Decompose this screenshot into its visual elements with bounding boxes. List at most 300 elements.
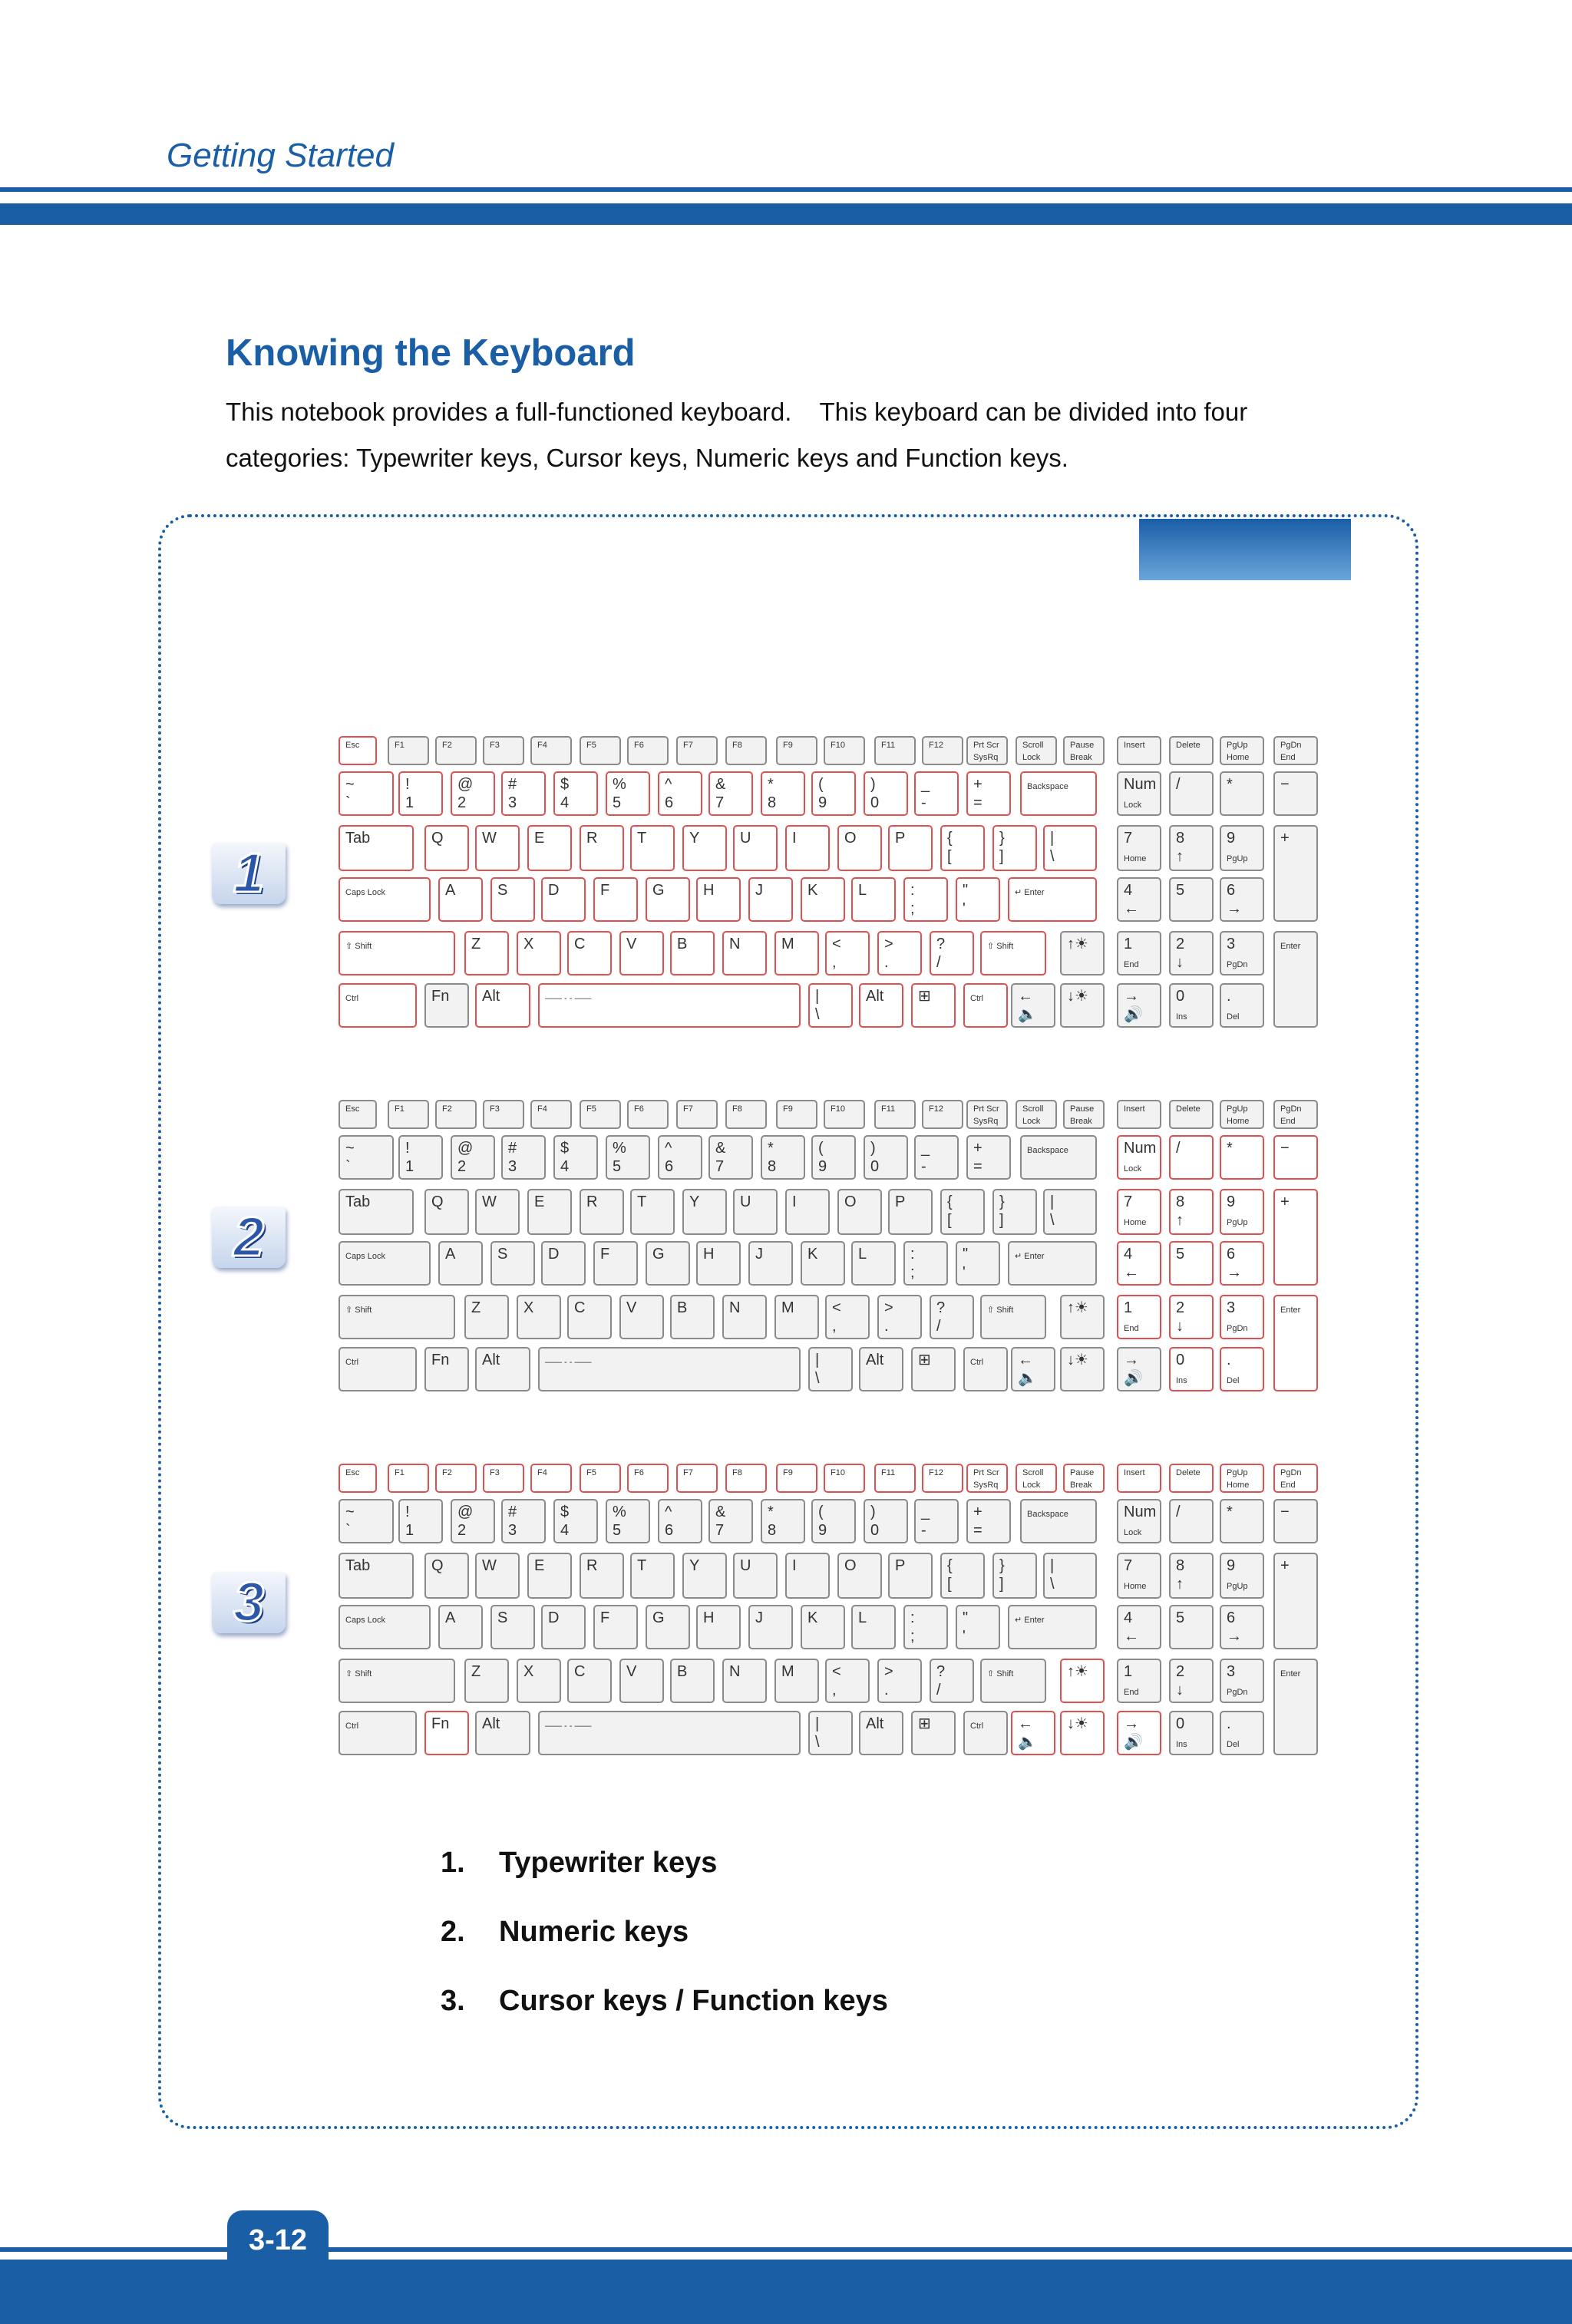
key-101 <box>1220 984 1263 1027</box>
key-sublabel: ← <box>1124 1628 1139 1645</box>
key-63 <box>749 1242 792 1285</box>
key-3 <box>484 1464 523 1492</box>
key-29 <box>812 772 855 815</box>
key-sublabel: 1 <box>405 1158 414 1175</box>
key-label: & <box>715 776 726 793</box>
key-label: W <box>482 1557 497 1574</box>
key-label: + <box>1280 830 1290 847</box>
key-label: . <box>1227 1715 1231 1732</box>
badge-3 <box>212 1572 286 1633</box>
key-label: F1 <box>395 741 405 750</box>
key-label: ⊞ <box>918 1352 931 1368</box>
key-sublabel: PgDn <box>1227 1688 1248 1697</box>
key-8 <box>726 1464 766 1492</box>
key-17 <box>1170 1464 1213 1492</box>
key-51 <box>1044 1553 1096 1598</box>
key-28 <box>761 1136 804 1179</box>
key-label: ) <box>870 1504 876 1520</box>
key-label: @ <box>457 1504 474 1520</box>
key-16 <box>1118 1464 1161 1492</box>
key-label: _ <box>921 776 930 793</box>
key-25 <box>606 1136 649 1179</box>
key-84 <box>1061 1296 1104 1339</box>
key-97 <box>1012 1348 1055 1391</box>
key-12 <box>923 1101 963 1128</box>
key-23 <box>502 1136 545 1179</box>
key-label: { <box>947 1193 953 1210</box>
key-label: / <box>1176 1140 1181 1157</box>
key-sublabel: \ <box>815 1370 820 1387</box>
key-label: T <box>637 1557 647 1574</box>
key-label: G <box>652 882 665 899</box>
key-35 <box>1170 1500 1213 1543</box>
key-label: ? <box>936 1663 946 1680</box>
key-87 <box>1220 1296 1263 1339</box>
key-label: ⇧ Shift <box>345 1669 372 1679</box>
key-49 <box>941 826 984 870</box>
key-13 <box>967 737 1007 764</box>
key-label: ↑☀ <box>1067 1663 1088 1680</box>
key-88 <box>1274 1659 1317 1755</box>
key-label: $ <box>560 1504 570 1520</box>
key-81 <box>878 932 921 975</box>
key-label: 2 <box>1176 1663 1185 1680</box>
key-87 <box>1220 932 1263 975</box>
key-83 <box>981 1296 1045 1339</box>
key-53 <box>1170 826 1213 870</box>
key-55 <box>1274 1553 1317 1649</box>
key-31 <box>915 1500 958 1543</box>
key-0 <box>339 737 376 764</box>
page-number: 3-12 <box>248 2224 308 2256</box>
key-29 <box>812 1136 855 1179</box>
key-label: R <box>586 1193 598 1210</box>
key-32 <box>967 1136 1010 1179</box>
key-cap <box>964 984 1007 1027</box>
key-cap <box>339 984 416 1027</box>
key-label: G <box>652 1246 665 1263</box>
key-78 <box>723 932 766 975</box>
key-52 <box>1118 826 1161 870</box>
key-label: * <box>1227 1504 1233 1520</box>
key-47 <box>838 1190 881 1234</box>
key-label: W <box>482 1193 497 1210</box>
key-label: J <box>755 1246 763 1263</box>
key-56 <box>339 1606 430 1649</box>
key-sublabel: 0 <box>870 794 880 811</box>
key-label: F11 <box>881 741 896 750</box>
key-sublabel: PgUp <box>1227 854 1248 863</box>
key-label: + <box>1280 1193 1290 1210</box>
key-sublabel: , <box>832 954 837 971</box>
key-24 <box>554 1136 597 1179</box>
key-32 <box>967 772 1010 815</box>
key-62 <box>697 1606 740 1649</box>
key-15 <box>1064 737 1104 764</box>
key-sublabel: → <box>1227 1264 1242 1281</box>
key-label: F12 <box>929 741 943 750</box>
key-sublabel: PgUp <box>1227 1582 1248 1591</box>
key-34 <box>1118 772 1161 815</box>
key-59 <box>542 1606 585 1649</box>
key-label: Num <box>1124 776 1157 793</box>
key-label: H <box>703 882 715 899</box>
key-sublabel: ' <box>963 1264 966 1281</box>
key-label: F6 <box>634 741 644 750</box>
key-52 <box>1118 1190 1161 1234</box>
key-cap <box>1009 1242 1096 1285</box>
key-100 <box>1170 1712 1213 1755</box>
key-label: F11 <box>881 1104 896 1114</box>
key-label: F5 <box>586 1468 596 1477</box>
key-sublabel: Lock <box>1124 1528 1142 1537</box>
key-sublabel: \ <box>1050 1212 1055 1229</box>
key-33 <box>1021 1136 1096 1179</box>
key-label: 7 <box>1124 830 1133 847</box>
key-label: A <box>445 882 456 899</box>
key-55 <box>1274 1190 1317 1285</box>
key-sublabel: ` <box>345 1158 351 1175</box>
key-sublabel: 3 <box>508 794 517 811</box>
key-93 <box>809 1712 852 1755</box>
key-88 <box>1274 1296 1317 1391</box>
key-sublabel: [ <box>947 1576 952 1593</box>
key-label: I <box>792 830 797 847</box>
key-label: Fn <box>431 1352 450 1368</box>
badge-1 <box>212 843 286 904</box>
key-label: & <box>715 1504 726 1520</box>
key-66 <box>904 1242 947 1285</box>
key-13 <box>967 1464 1007 1492</box>
key-label: ( <box>818 776 824 793</box>
key-91 <box>476 1712 530 1755</box>
key-label: PgDn <box>1280 1468 1302 1477</box>
key-20 <box>339 772 393 815</box>
key-56 <box>339 878 430 921</box>
key-sublabel: - <box>921 794 926 811</box>
key-38 <box>339 1553 413 1598</box>
key-label: Ctrl <box>345 994 359 1003</box>
key-89 <box>339 1348 416 1391</box>
key-sublabel: Del <box>1227 1740 1240 1749</box>
key-label: PgDn <box>1280 1104 1302 1114</box>
key-sublabel: 🔈 <box>1018 1006 1037 1023</box>
key-33 <box>1021 772 1096 815</box>
key-sublabel: Break <box>1070 753 1092 762</box>
key-71 <box>1220 1606 1263 1649</box>
key-label: F8 <box>732 1104 742 1114</box>
key-sublabel: 2 <box>457 794 467 811</box>
key-65 <box>852 1606 895 1649</box>
key-83 <box>981 1659 1045 1702</box>
key-sublabel: 7 <box>715 1522 725 1539</box>
key-76 <box>620 1659 663 1702</box>
key-label: ↑☀ <box>1067 1299 1088 1316</box>
key-70 <box>1170 1606 1213 1649</box>
key-11 <box>875 1464 915 1492</box>
key-93 <box>809 984 852 1027</box>
key-sublabel: ← <box>1124 900 1139 917</box>
key-label: Insert <box>1124 741 1145 750</box>
key-42 <box>580 826 623 870</box>
key-25 <box>606 1500 649 1543</box>
key-label: PgDn <box>1280 741 1302 750</box>
key-sublabel: Lock <box>1022 753 1041 762</box>
key-52 <box>1118 1553 1161 1598</box>
key-label: Prt Scr <box>973 741 999 750</box>
key-label: Z <box>471 1299 481 1316</box>
key-15 <box>1064 1464 1104 1492</box>
key-label: Fn <box>431 1715 450 1732</box>
key-label: ⊞ <box>918 1715 931 1732</box>
key-73 <box>465 1659 508 1702</box>
key-67 <box>956 1242 999 1285</box>
key-label: | <box>815 988 820 1005</box>
key-label: T <box>637 1193 647 1210</box>
key-label: 2 <box>1176 936 1185 952</box>
key-label: P <box>895 1193 906 1210</box>
key-sublabel: Lock <box>1124 1164 1142 1174</box>
key-label: @ <box>457 776 474 793</box>
key-label: Scroll <box>1022 1104 1044 1114</box>
key-label: A <box>445 1609 456 1626</box>
key-39 <box>425 1553 468 1598</box>
key-sublabel: Home <box>1227 1117 1250 1126</box>
key-label: Fn <box>431 988 450 1005</box>
key-32 <box>967 1500 1010 1543</box>
key-64 <box>801 878 844 921</box>
key-label: $ <box>560 1140 570 1157</box>
key-51 <box>1044 1190 1096 1234</box>
key-48 <box>889 1553 932 1598</box>
key-sublabel: ← <box>1124 1264 1139 1281</box>
key-48 <box>889 826 932 870</box>
key-77 <box>671 1659 714 1702</box>
key-60 <box>594 1606 637 1649</box>
key-sublabel: / <box>936 954 941 971</box>
key-22 <box>451 1500 494 1543</box>
key-label: V <box>626 1663 637 1680</box>
key-label: > <box>884 1663 893 1680</box>
key-sublabel: 8 <box>768 794 777 811</box>
key-label: N <box>729 1663 741 1680</box>
key-label: − <box>1280 1504 1290 1520</box>
key-44 <box>683 1553 726 1598</box>
key-28 <box>761 772 804 815</box>
key-label: Q <box>431 830 444 847</box>
key-sublabel: ' <box>963 1628 966 1645</box>
key-label: ⇧ Shift <box>345 1306 372 1315</box>
key-37 <box>1274 1500 1317 1543</box>
key-sublabel: 3 <box>508 1522 517 1539</box>
key-67 <box>956 1606 999 1649</box>
key-label: Backspace <box>1027 1510 1068 1519</box>
key-21 <box>399 772 442 815</box>
key-99 <box>1118 1348 1161 1391</box>
key-6 <box>628 1101 668 1128</box>
key-29 <box>812 1500 855 1543</box>
key-49 <box>941 1190 984 1234</box>
key-label: J <box>755 1609 763 1626</box>
key-label: Pause <box>1070 1468 1095 1477</box>
key-sublabel: = <box>973 1158 982 1175</box>
key-label: —— - - —— <box>545 1722 592 1731</box>
key-sublabel: 3 <box>508 1158 517 1175</box>
key-label: Enter <box>1280 1669 1301 1679</box>
key-label: ) <box>870 776 876 793</box>
key-39 <box>425 1190 468 1234</box>
keyboard-diagram-typewriter <box>338 732 1320 1039</box>
key-87 <box>1220 1659 1263 1702</box>
key-12 <box>923 1464 963 1492</box>
key-label: Enter <box>1280 942 1301 951</box>
key-35 <box>1170 772 1213 815</box>
key-label: F7 <box>683 1468 693 1477</box>
key-label: 5 <box>1176 1246 1185 1263</box>
key-sublabel: = <box>973 794 982 811</box>
key-85 <box>1118 1296 1161 1339</box>
key-96 <box>964 1712 1007 1755</box>
key-38 <box>339 826 413 870</box>
key-78 <box>723 1296 766 1339</box>
key-71 <box>1220 878 1263 921</box>
key-74 <box>517 932 560 975</box>
key-label: L <box>858 1246 867 1263</box>
key-label: P <box>895 830 906 847</box>
key-7 <box>677 1464 717 1492</box>
key-sublabel: End <box>1280 753 1296 762</box>
key-27 <box>709 1500 752 1543</box>
key-43 <box>631 1553 674 1598</box>
key-label: 3 <box>1227 936 1236 952</box>
key-36 <box>1220 1500 1263 1543</box>
key-26 <box>659 1136 702 1179</box>
key-sublabel: . <box>884 954 889 971</box>
key-sublabel: Home <box>1124 1582 1147 1591</box>
key-label: P <box>895 1557 906 1574</box>
key-30 <box>864 1500 907 1543</box>
key-label: 6 <box>1227 1609 1236 1626</box>
key-label: Alt <box>482 1715 500 1732</box>
key-label: " <box>963 1609 969 1626</box>
key-label: Enter <box>1280 1306 1301 1315</box>
key-label: | <box>815 1715 820 1732</box>
key-label: I <box>792 1193 797 1210</box>
key-cap <box>964 1348 1007 1391</box>
key-88 <box>1274 932 1317 1027</box>
key-label: Alt <box>866 1715 884 1732</box>
key-cap <box>339 1659 454 1702</box>
key-sublabel: / <box>936 1318 941 1335</box>
key-33 <box>1021 1500 1096 1543</box>
key-label: F1 <box>395 1104 405 1114</box>
key-20 <box>339 1136 393 1179</box>
key-sublabel: ↑ <box>1176 848 1184 865</box>
key-sublabel: - <box>921 1158 926 1175</box>
key-27 <box>709 772 752 815</box>
key-label: F9 <box>783 1468 793 1477</box>
key-5 <box>580 1464 620 1492</box>
key-label: B <box>677 1299 688 1316</box>
key-label: / <box>1176 776 1181 793</box>
key-label: F12 <box>929 1468 943 1477</box>
key-label: 4 <box>1124 882 1133 899</box>
key-sublabel: 9 <box>818 794 827 811</box>
key-45 <box>734 1190 777 1234</box>
key-label: % <box>613 776 626 793</box>
key-42 <box>580 1190 623 1234</box>
key-label: X <box>523 936 534 952</box>
key-sublabel: Lock <box>1022 1117 1041 1126</box>
key-sublabel: ; <box>910 1264 915 1281</box>
key-sublabel: 🔈 <box>1018 1734 1037 1751</box>
key-97 <box>1012 984 1055 1027</box>
key-22 <box>451 1136 494 1179</box>
key-label: 0 <box>1176 1715 1185 1732</box>
key-label: Esc <box>345 1468 360 1477</box>
key-7 <box>677 1101 717 1128</box>
key-label: ~ <box>345 776 355 793</box>
key-94 <box>860 1348 903 1391</box>
key-label: Backspace <box>1027 1146 1068 1155</box>
key-94 <box>860 1712 903 1755</box>
key-label: Delete <box>1176 1104 1200 1114</box>
key-label: − <box>1280 776 1290 793</box>
key-label: F6 <box>634 1468 644 1477</box>
key-label: > <box>884 936 893 952</box>
key-label: ⇧ Shift <box>345 942 372 951</box>
key-2 <box>436 1101 476 1128</box>
key-label: F6 <box>634 1104 644 1114</box>
key-label: F4 <box>537 1104 547 1114</box>
key-label: " <box>963 1246 969 1263</box>
key-91 <box>476 1348 530 1391</box>
key-7 <box>677 737 717 764</box>
key-label: ? <box>936 936 946 952</box>
key-97 <box>1012 1712 1055 1755</box>
key-86 <box>1170 932 1213 975</box>
key-label: + <box>973 1140 982 1157</box>
key-cap <box>339 1348 416 1391</box>
key-cap <box>1021 1136 1096 1179</box>
key-58 <box>491 878 534 921</box>
key-label: + <box>1280 1557 1290 1574</box>
key-94 <box>860 984 903 1027</box>
key-label: F <box>600 1246 610 1263</box>
key-11 <box>875 737 915 764</box>
key-63 <box>749 1606 792 1649</box>
key-sublabel: ↓ <box>1176 1682 1184 1698</box>
key-label: K <box>807 1609 818 1626</box>
key-label: 0 <box>1176 988 1185 1005</box>
key-sublabel: 5 <box>613 794 622 811</box>
key-label: ! <box>405 1140 410 1157</box>
key-18 <box>1220 737 1263 764</box>
key-84 <box>1061 1659 1104 1702</box>
key-label: F4 <box>537 1468 547 1477</box>
key-84 <box>1061 932 1104 975</box>
key-61 <box>646 878 689 921</box>
key-cap <box>981 932 1045 975</box>
key-83 <box>981 932 1045 975</box>
key-sublabel: 0 <box>870 1522 880 1539</box>
key-label: F12 <box>929 1104 943 1114</box>
badge-2 <box>212 1207 286 1268</box>
key-label: Alt <box>866 988 884 1005</box>
key-14 <box>1016 737 1056 764</box>
key-label: Num <box>1124 1140 1157 1157</box>
key-label: N <box>729 936 741 952</box>
